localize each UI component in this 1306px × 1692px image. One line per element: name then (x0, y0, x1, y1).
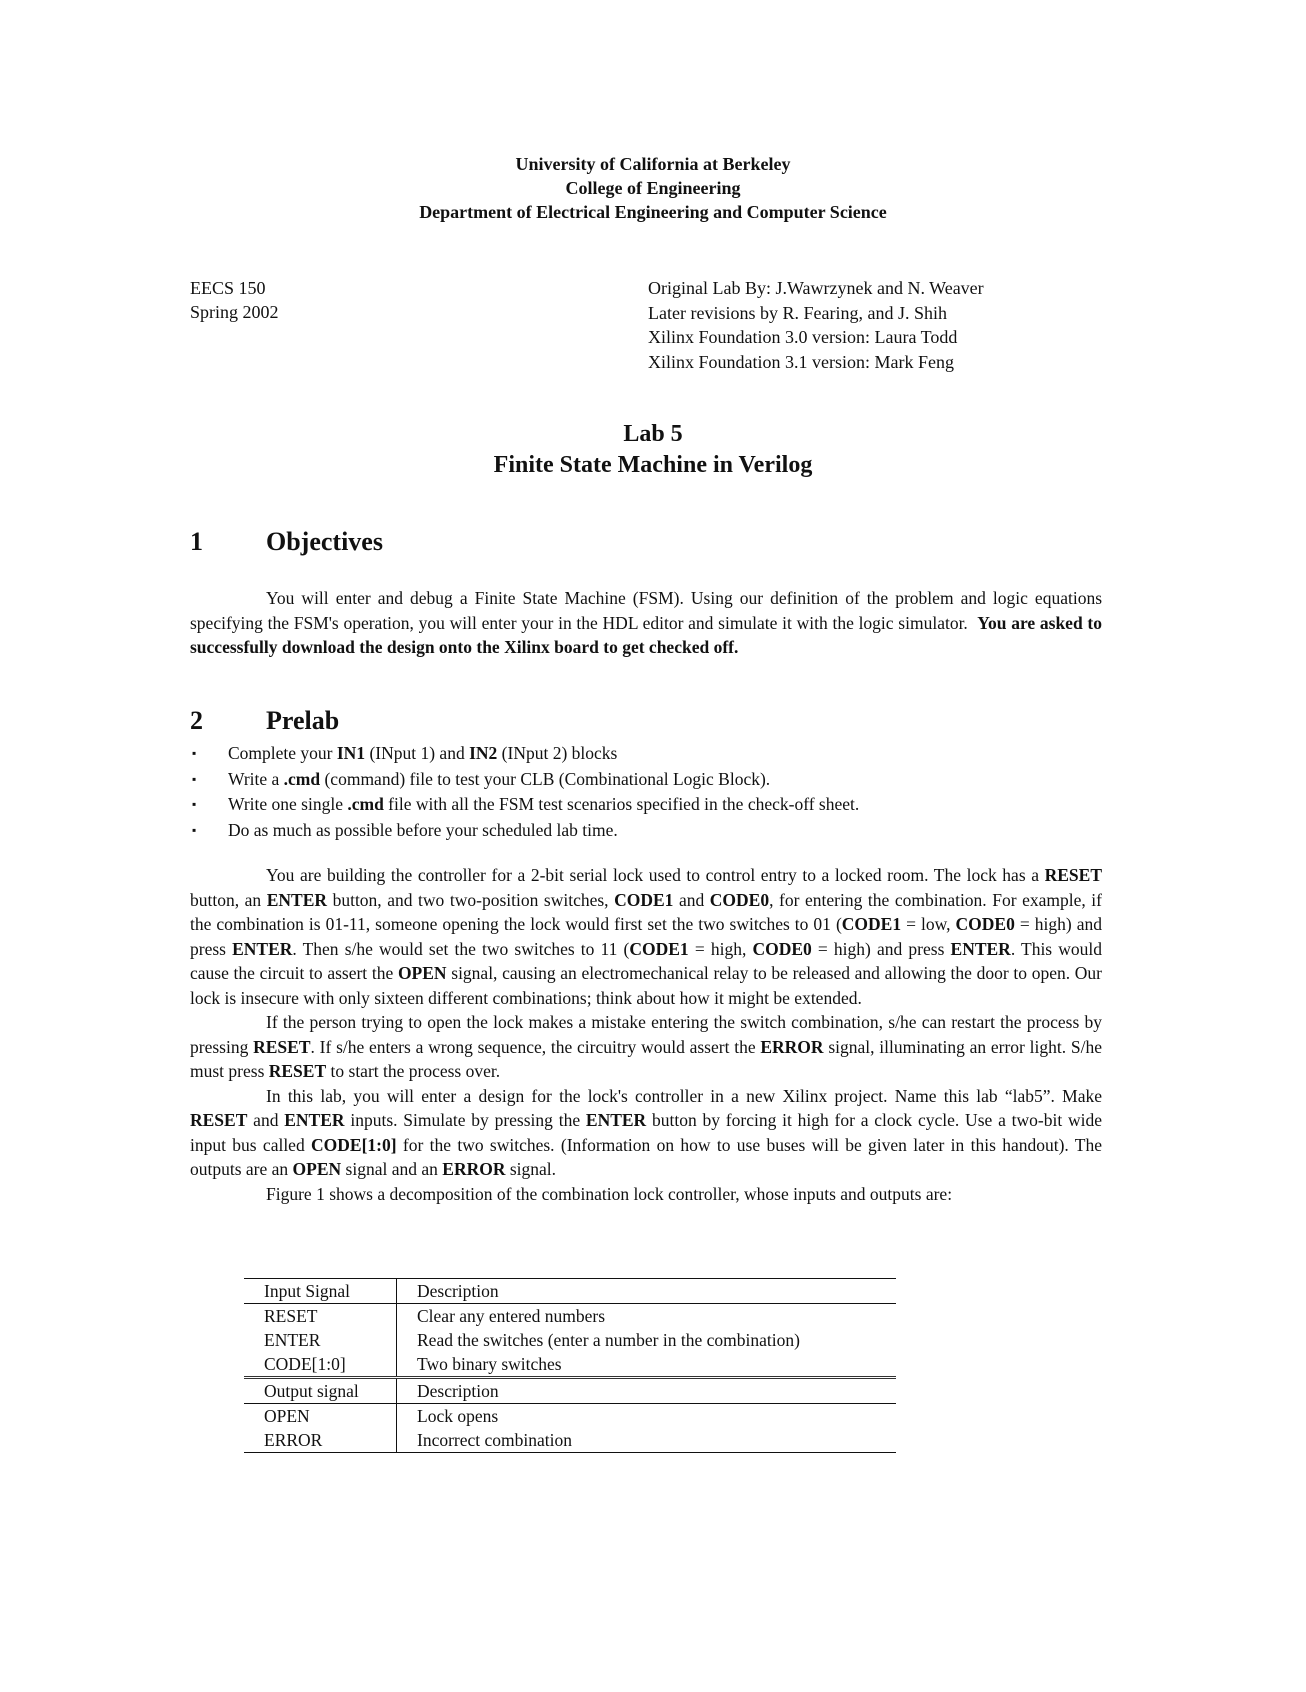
table-cell: ENTER (244, 1328, 397, 1352)
document-title (0, 419, 1306, 481)
university-name: University of California at Berkeley (515, 154, 791, 174)
table-cell: Read the switches (enter a number in the combination) (417, 1330, 800, 1350)
table-cell: Clear any entered numbers (417, 1306, 606, 1326)
list-item: ▪ Do as much as possible before your scheduled lab time. (190, 818, 1102, 844)
table-header-cell: Input Signal (244, 1279, 397, 1304)
objectives-text: You will enter and debug a Finite State Machine (FSM). Using our definition of the problem and logic equations specifying the FSM's operation, you will enter your in the HDL editor and simulate it with the logic simulator. (190, 588, 1102, 633)
prelab-list (190, 741, 1102, 843)
paragraph-error-handling: If the person trying to open the lock makes a mistake entering the switch combination, s/he can restart the process by pressing RESET. If s/he enters a wrong sequence, the circuitry would assert the ERROR signal, illuminating an error light. S/he must press RESET to start the process over. (190, 1012, 1103, 1081)
table-cell: Incorrect combination (397, 1428, 897, 1453)
list-item: ▪ Write one single .cmd file with all the FSM test scenarios specified in the check-off sheet. (190, 792, 1102, 818)
objectives-paragraph (190, 586, 1102, 660)
lab-subtitle: Finite State Machine in Verilog (493, 452, 813, 478)
table-header-cell: Description (397, 1378, 897, 1404)
table-header-row (244, 1279, 896, 1304)
credit-line: Original Lab By: J.Wawrzynek and N. Weaver (648, 278, 984, 298)
college-name: College of Engineering (565, 178, 741, 198)
objectives-bold-text: You are asked to successfully download the design onto the Xilinx board to get checked off. (190, 612, 1102, 657)
section-heading-prelab (190, 706, 339, 736)
table-row (244, 1428, 896, 1453)
paragraph-lab-instructions: In this lab, you will enter a design for the lock's controller in a new Xilinx project. Name this lab “lab5”. Make RESET and ENTER inputs. Simulate by pressing the ENTER button by forcing it high for a clock cycle. Use a two-bit wide input bus called CODE[1:0] for the two switches. (Information on how to use buses will be given later in this handout). The outputs are an OPEN signal and an ERROR signal. (190, 1085, 1102, 1179)
signals-table (244, 1278, 896, 1453)
table-cell: ERROR (244, 1428, 397, 1453)
table-cell: RESET (244, 1304, 397, 1329)
section-number: 1 (190, 527, 203, 556)
paragraph-lock-description: You are building the controller for a 2-bit serial lock used to control entry to a locked room. The lock has a RESET button, an ENTER button, and two two-position switches, CODE1 and CODE0, for entering the combination. For example, if the combination is 01-11, someone opening the lock would first set the two switches to 01 (CODE1 = low, CODE0 = high) and press ENTER. Then s/he would set the two switches to 11 (CODE1 = high, CODE0 = high) and press ENTER. This would cause the circuit to assert the OPEN signal, causing an electromechanical relay to be released and allowing the door to open. Our lock is insecure with only sixteen different combinations; think about how it might be extended. (190, 865, 1103, 1008)
credit-line: Xilinx Foundation 3.0 version: Laura Todd (648, 327, 958, 347)
paragraph-figure-intro: Figure 1 shows a decomposition of the combination lock controller, whose inputs and outputs are: (266, 1183, 953, 1204)
table-header-cell: Output signal (244, 1378, 397, 1404)
institution-header (0, 152, 1306, 224)
body-text (190, 863, 1102, 1206)
credits-block (648, 276, 984, 374)
credit-line: Later revisions by R. Fearing, and J. Shih (648, 302, 947, 323)
credit-line: Xilinx Foundation 3.1 version: Mark Feng (648, 351, 954, 372)
table-row (244, 1304, 896, 1329)
table-cell: Lock opens (417, 1406, 499, 1426)
table-row (244, 1352, 896, 1378)
table-cell: CODE[1:0] (244, 1352, 397, 1378)
section-heading-objectives (190, 527, 383, 557)
table-row (244, 1404, 896, 1429)
section-title: Prelab (266, 706, 340, 735)
department-name: Department of Electrical Engineering and Computer Science (419, 202, 887, 222)
section-number: 2 (190, 706, 203, 735)
course-code: EECS 150 (190, 278, 266, 298)
section-title: Objectives (266, 527, 383, 556)
table-header-row (244, 1378, 896, 1404)
table-cell: OPEN (244, 1404, 397, 1429)
course-term: Spring 2002 (190, 302, 279, 322)
list-item: ▪ Write a .cmd (command) file to test your CLB (Combinational Logic Block). (190, 767, 1102, 793)
table-row (244, 1328, 896, 1352)
course-info (190, 276, 279, 324)
table-cell: Two binary switches (417, 1354, 562, 1374)
table-header-cell: Description (397, 1279, 897, 1304)
list-item: ▪ Complete your IN1 (INput 1) and IN2 (INput 2) blocks (190, 741, 1102, 767)
lab-number: Lab 5 (623, 421, 683, 447)
